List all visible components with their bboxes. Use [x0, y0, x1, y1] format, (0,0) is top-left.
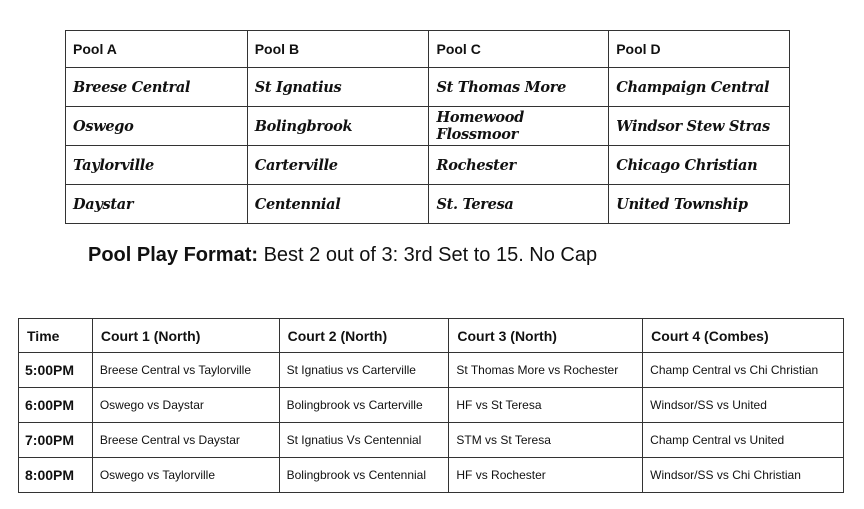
match-cell: HF vs St Teresa: [449, 388, 643, 423]
pool-d-header: Pool D: [609, 31, 790, 68]
table-row: [66, 107, 790, 146]
time-cell: 5:00PM: [19, 353, 93, 388]
schedule-table: [18, 318, 844, 493]
match-cell: Bolingbrook vs Centennial: [279, 458, 449, 493]
table-row: [19, 388, 844, 423]
team-cell: Chicago Christian: [609, 146, 790, 185]
team-cell: Oswego: [66, 107, 248, 146]
match-cell: HF vs Rochester: [449, 458, 643, 493]
court-1-header: Court 1 (North): [92, 319, 279, 353]
team-cell: St Thomas More: [429, 68, 609, 107]
match-cell: Bolingbrook vs Carterville: [279, 388, 449, 423]
pool-b-header: Pool B: [247, 31, 429, 68]
time-cell: 8:00PM: [19, 458, 93, 493]
court-3-header: Court 3 (North): [449, 319, 643, 353]
match-cell: Windsor/SS vs United: [643, 388, 844, 423]
team-cell: Rochester: [429, 146, 609, 185]
team-cell: Windsor Stew Stras: [609, 107, 790, 146]
table-row: [66, 185, 790, 224]
team-cell: Centennial: [247, 185, 429, 224]
team-cell: St. Teresa: [429, 185, 609, 224]
team-cell: Champaign Central: [609, 68, 790, 107]
team-cell: Bolingbrook: [247, 107, 429, 146]
team-cell: Taylorville: [66, 146, 248, 185]
pools-table: [65, 30, 790, 224]
match-cell: Breese Central vs Daystar: [92, 423, 279, 458]
match-cell: Breese Central vs Taylorville: [92, 353, 279, 388]
match-cell: St Thomas More vs Rochester: [449, 353, 643, 388]
time-header: Time: [19, 319, 93, 353]
schedule-header-row: [19, 319, 844, 353]
match-cell: Oswego vs Taylorville: [92, 458, 279, 493]
team-cell: Carterville: [247, 146, 429, 185]
time-cell: 7:00PM: [19, 423, 93, 458]
team-cell: St Ignatius: [247, 68, 429, 107]
match-cell: St Ignatius Vs Centennial: [279, 423, 449, 458]
match-cell: Oswego vs Daystar: [92, 388, 279, 423]
match-cell: STM vs St Teresa: [449, 423, 643, 458]
table-row: [66, 68, 790, 107]
time-cell: 6:00PM: [19, 388, 93, 423]
table-row: [19, 458, 844, 493]
match-cell: St Ignatius vs Carterville: [279, 353, 449, 388]
table-row: [66, 146, 790, 185]
team-cell: United Township: [609, 185, 790, 224]
table-row: [19, 423, 844, 458]
court-4-header: Court 4 (Combes): [643, 319, 844, 353]
match-cell: Windsor/SS vs Chi Christian: [643, 458, 844, 493]
team-cell: Homewood Flossmoor: [429, 107, 609, 146]
table-row: [19, 353, 844, 388]
team-cell: Breese Central: [66, 68, 248, 107]
pools-header-row: [66, 31, 790, 68]
pool-a-header: Pool A: [66, 31, 248, 68]
format-text: Best 2 out of 3: 3rd Set to 15. No Cap: [258, 244, 598, 266]
pool-play-format: [88, 244, 597, 267]
team-cell: Daystar: [66, 185, 248, 224]
format-label: Pool Play Format:: [88, 244, 259, 266]
match-cell: Champ Central vs Chi Christian: [643, 353, 844, 388]
match-cell: Champ Central vs United: [643, 423, 844, 458]
court-2-header: Court 2 (North): [279, 319, 449, 353]
pool-c-header: Pool C: [429, 31, 609, 68]
